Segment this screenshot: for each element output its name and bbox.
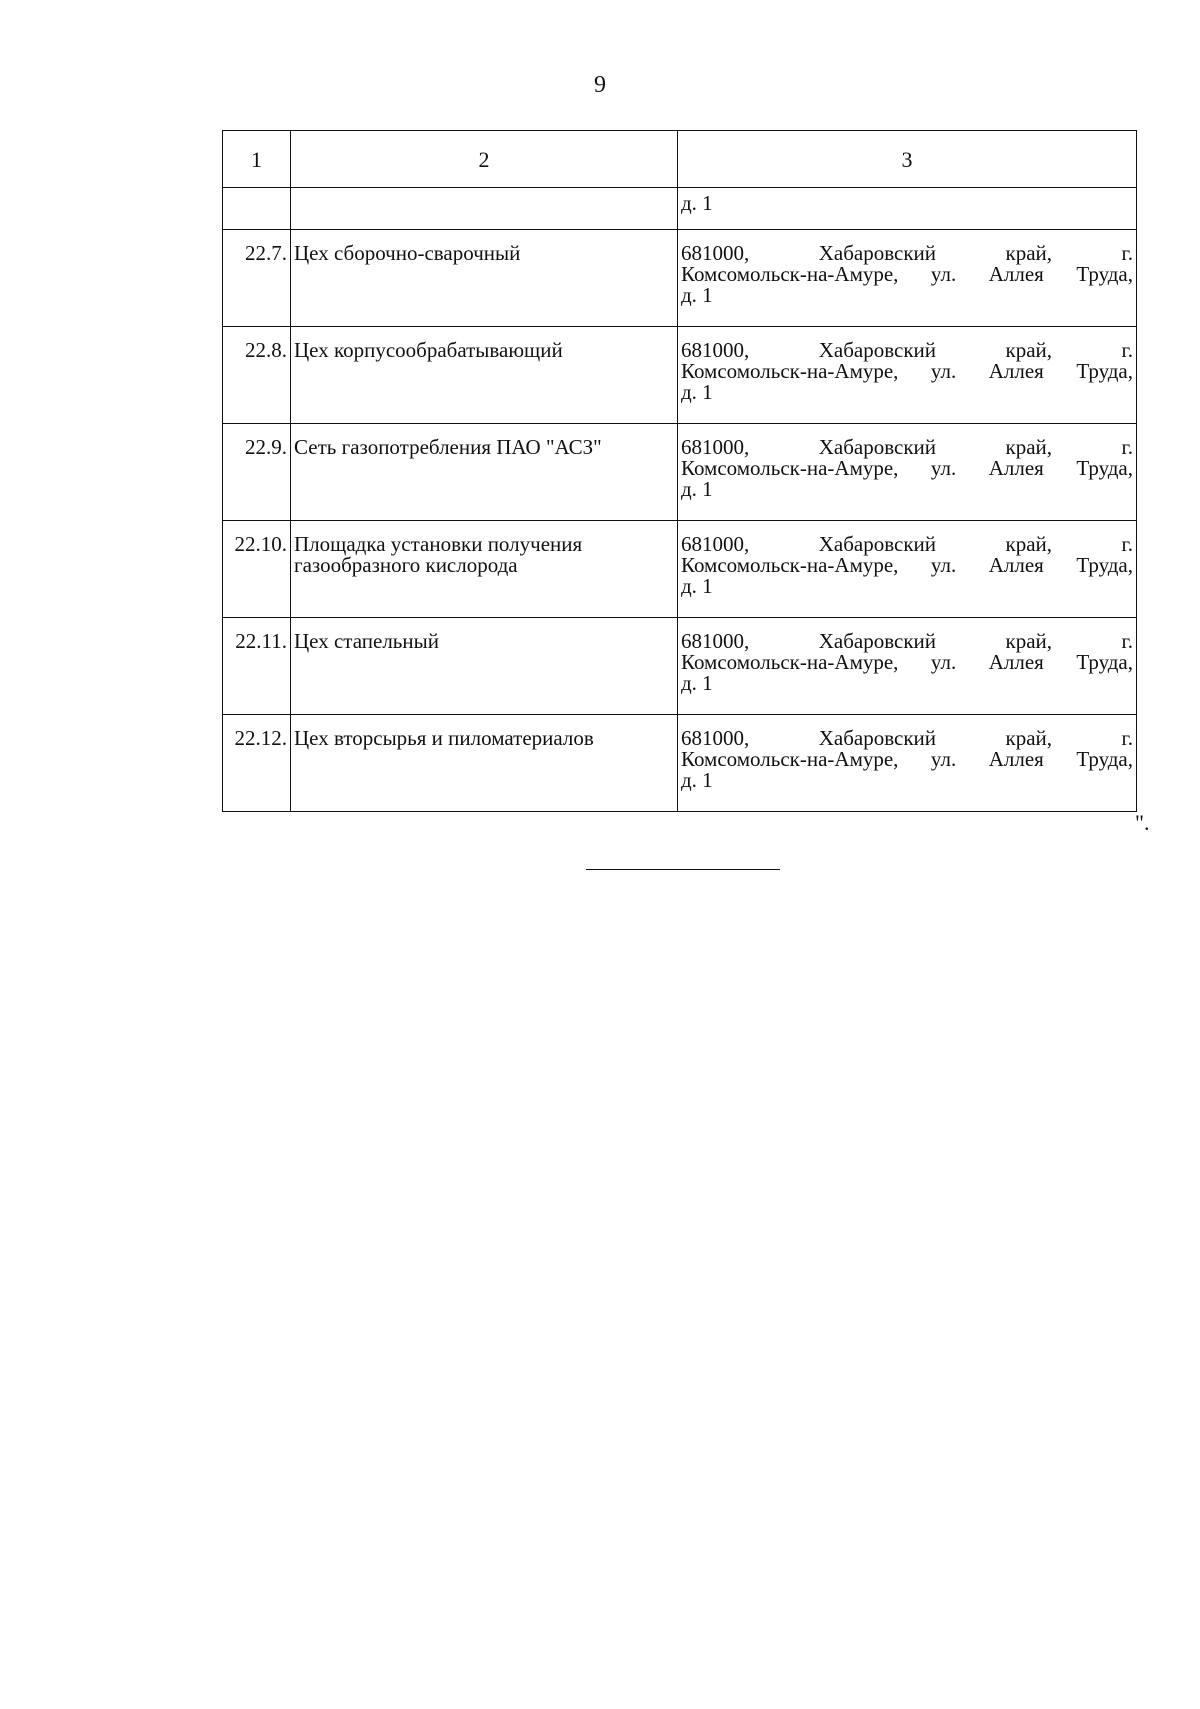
cell-number: 22.12. (223, 715, 291, 812)
cell-name: Цех стапельный (291, 618, 678, 715)
closing-quote: ". (1135, 810, 1150, 835)
address-line: д. 1 (681, 671, 713, 695)
cell-address (678, 424, 1137, 521)
address-line: 681000, Хабаровский край, г. (681, 338, 1133, 362)
address-line: д. 1 (681, 768, 713, 792)
address-line: д. 1 (681, 574, 713, 598)
cell-address: д. 1 (678, 188, 1137, 230)
table-row (223, 327, 1137, 424)
table-row (223, 230, 1137, 327)
cell-name (291, 188, 678, 230)
cell-number: 22.9. (223, 424, 291, 521)
table-row (223, 618, 1137, 715)
cell-address (678, 521, 1137, 618)
cell-number: 22.8. (223, 327, 291, 424)
cell-name: Цех корпусообрабатывающий (291, 327, 678, 424)
address-line: 681000, Хабаровский край, г. (681, 532, 1133, 556)
cell-number: 22.11. (223, 618, 291, 715)
cell-number (223, 188, 291, 230)
table-row (223, 715, 1137, 812)
objects-table (222, 130, 1137, 812)
header-col-3: 3 (678, 131, 1137, 188)
address-line: д. 1 (681, 477, 713, 501)
table-row (223, 521, 1137, 618)
cell-address (678, 715, 1137, 812)
cell-name: Цех вторсырья и пиломатериалов (291, 715, 678, 812)
address-line: Комсомольск-на-Амуре, ул. Аллея Труда, (681, 456, 1133, 480)
cell-address (678, 618, 1137, 715)
address-line: 681000, Хабаровский край, г. (681, 629, 1133, 653)
table-header-row (223, 131, 1137, 188)
address-line: Комсомольск-на-Амуре, ул. Аллея Труда, (681, 359, 1133, 383)
cell-name: Сеть газопотребления ПАО "АСЗ" (291, 424, 678, 521)
header-col-2: 2 (291, 131, 678, 188)
page-number: 9 (594, 72, 606, 98)
address-line: д. 1 (681, 380, 713, 404)
cell-address (678, 230, 1137, 327)
address-line: Комсомольск-на-Амуре, ул. Аллея Труда, (681, 650, 1133, 674)
address-line: д. 1 (681, 283, 713, 307)
cell-number: 22.7. (223, 230, 291, 327)
table-row (223, 424, 1137, 521)
cell-name: Цех сборочно-сварочный (291, 230, 678, 327)
header-col-1: 1 (223, 131, 291, 188)
address-line: Комсомольск-на-Амуре, ул. Аллея Труда, (681, 262, 1133, 286)
cell-number: 22.10. (223, 521, 291, 618)
address-line: Комсомольск-на-Амуре, ул. Аллея Труда, (681, 553, 1133, 577)
end-rule (586, 869, 780, 870)
table-row-continuation (223, 188, 1137, 230)
address-line: 681000, Хабаровский край, г. (681, 435, 1133, 459)
cell-address (678, 327, 1137, 424)
address-line: 681000, Хабаровский край, г. (681, 726, 1133, 750)
cell-name: Площадка установки получения газообразного кислорода (291, 521, 678, 618)
address-line: 681000, Хабаровский край, г. (681, 241, 1133, 265)
address-line: Комсомольск-на-Амуре, ул. Аллея Труда, (681, 747, 1133, 771)
